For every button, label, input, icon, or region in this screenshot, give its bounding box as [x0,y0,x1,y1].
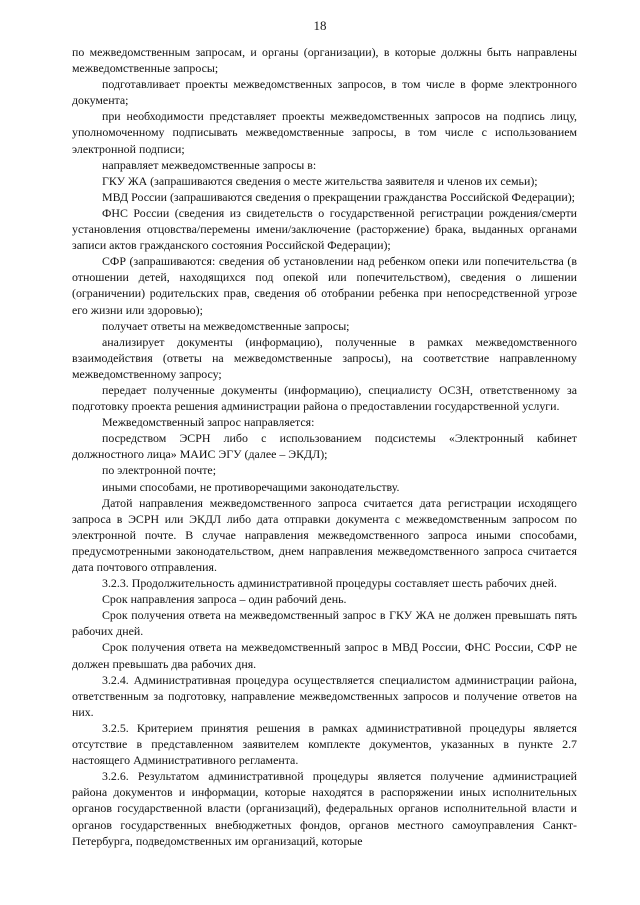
paragraph: Датой направления межведомственного запроса считается дата регистрации исходящего запроса в ЭСРН или ЭКДЛ либо дата отправки документа с межведомственным запросом по электронной почте. В случае направления межведомственного запроса иными способами, предусмотренными законодательством, днем направления межведомственного запроса считается дата почтового отправления. [72,495,577,574]
paragraph: передает полученные документы (информацию), специалисту ОСЗН, ответственному за подготовку проекта решения администрации района о предоставлении государственной услуги. [72,382,577,414]
paragraph: Срок направления запроса – один рабочий день. [102,592,347,607]
paragraph: при необходимости представляет проекты межведомственных запросов на подпись лицу, уполномоченному подписывать межведомственные запросы, в том числе с использованием электронной подписи; [72,109,577,156]
paragraph: 3.2.4. Административная процедура осуществляется специалистом администрации района, ответственным за подготовку, направление межведомственных запросов и получение ответов на них. [72,672,577,719]
paragraph: СФР (запрашиваются: сведения об установлении над ребенком опеки или попечительства (в отношении детей, находящихся под опекой или попечительством), сведения о лишении (ограничении) родительских прав, сведения об отобрании ребенка при непосредственной угрозе его жизни или здоровью); [72,254,577,317]
paragraph: посредством ЭСРН либо с использованием подсистемы «Электронный кабинет должностного лица» МАИС ЭГУ (далее – ЭКДЛ); [72,431,577,462]
paragraph: 3.2.6. Результатом административной процедуры является получение администрацией района документов и информации, которые находятся в распоряжении иных исполнительных органов государственной власти (организаций), федеральных органов исполнительной власти и органов государственных внебюджетных фондов, органов местного самоуправления Санкт-Петербурга, подведомственных им организаций, которые [72,769,577,848]
paragraph: по электронной почте; [102,463,216,478]
paragraph: ГКУ ЖА (запрашиваются сведения о месте жительства заявителя и членов их семьи); [102,173,538,188]
paragraph: МВД России (запрашиваются сведения о прекращении гражданства Российской Федерации); [102,189,575,204]
paragraph: направляет межведомственные запросы в: [102,157,317,172]
document-body [72,44,577,849]
paragraph: Срок получения ответа на межведомственный запрос в ГКУ ЖА не должен превышать пять рабочих дней. [72,608,577,639]
paragraph: 3.2.5. Критерием принятия решения в рамках административной процедуры является отсутствие в представленном заявителем комплекте документов, указанных в пункте 2.7 настоящего Административного регламента. [72,720,577,768]
paragraph: 3.2.3. Продолжительность административной процедуры составляет шесть рабочих дней. [102,576,557,591]
paragraph: ФНС России (сведения из свидетельств о государственной регистрации рождения/смерти установления отцовства/перемены имени/заключение (расторжение) брака, выданных органами записи актов гражданского состояния Российской Федерации); [72,205,577,253]
page-number: 18 [313,18,327,33]
paragraph: анализирует документы (информацию), полученные в рамках межведомственного взаимодействия (ответы на межведомственные запросы), на соответствие направленному межведомственному запросу; [72,334,577,381]
paragraph: получает ответы на межведомственные запросы; [102,318,350,333]
paragraph: Межведомственный запрос направляется: [102,415,315,430]
paragraph: иными способами, не противоречащими законодательству. [102,479,400,494]
paragraph: по межведомственным запросам, и органы (организации), в которые должны быть направлены межведомственные запросы; [72,45,577,76]
paragraph: Срок получения ответа на межведомственный запрос в МВД России, ФНС России, СФР не должен превышать два рабочих дня. [72,640,577,671]
paragraph: подготавливает проекты межведомственных запросов, в том числе в форме электронного документа; [72,77,577,108]
